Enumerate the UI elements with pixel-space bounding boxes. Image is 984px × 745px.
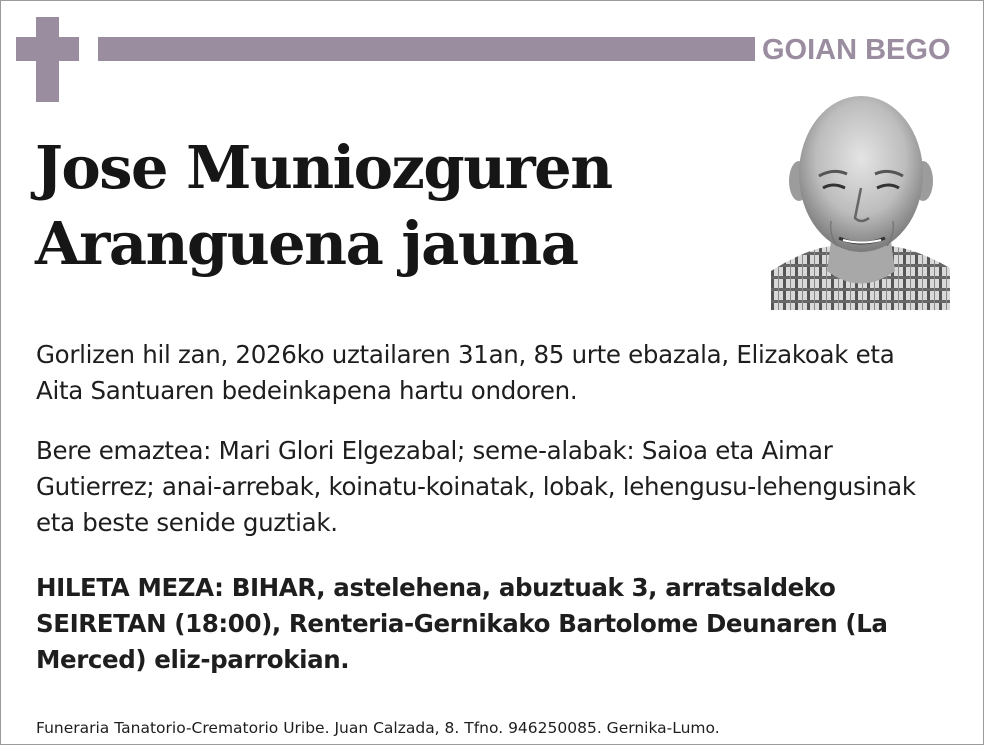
portrait-photo — [771, 96, 950, 310]
funeral-mass-info: HILETA MEZA: BIHAR, astelehena, abuztuak 3, arratsaldeko SEIRETAN (18:00), Renteria-Gernikako Bartolome Deunaren (La Merced) eliz-parrokian. — [36, 573, 888, 674]
name-line-1: Jose Muniozguren — [35, 133, 612, 202]
name-line-2: Aranguena jauna — [35, 209, 578, 278]
header-label: GOIAN BEGO — [762, 34, 951, 66]
family-list: Bere emaztea: Mari Glori Elgezabal; seme-alabak: Saioa eta Aimar Gutierrez; anai-arrebak, koinatu-koinatak, lobak, lehengusu-lehengusinak eta beste senide guztiak. — [36, 436, 916, 537]
deceased-name — [35, 130, 765, 282]
funeral-home-footer: Funeraria Tanatorio-Crematorio Uribe. Juan Calzada, 8. Tfno. 946250085. Gernika-Lumo. — [36, 719, 720, 737]
header-bar — [98, 37, 755, 61]
death-announcement: Gorlizen hil zan, 2026ko uztailaren 31an, 85 urte ebazala, Elizakoak eta Aita Santuaren bedeinkapena hartu ondoren. — [36, 340, 895, 405]
